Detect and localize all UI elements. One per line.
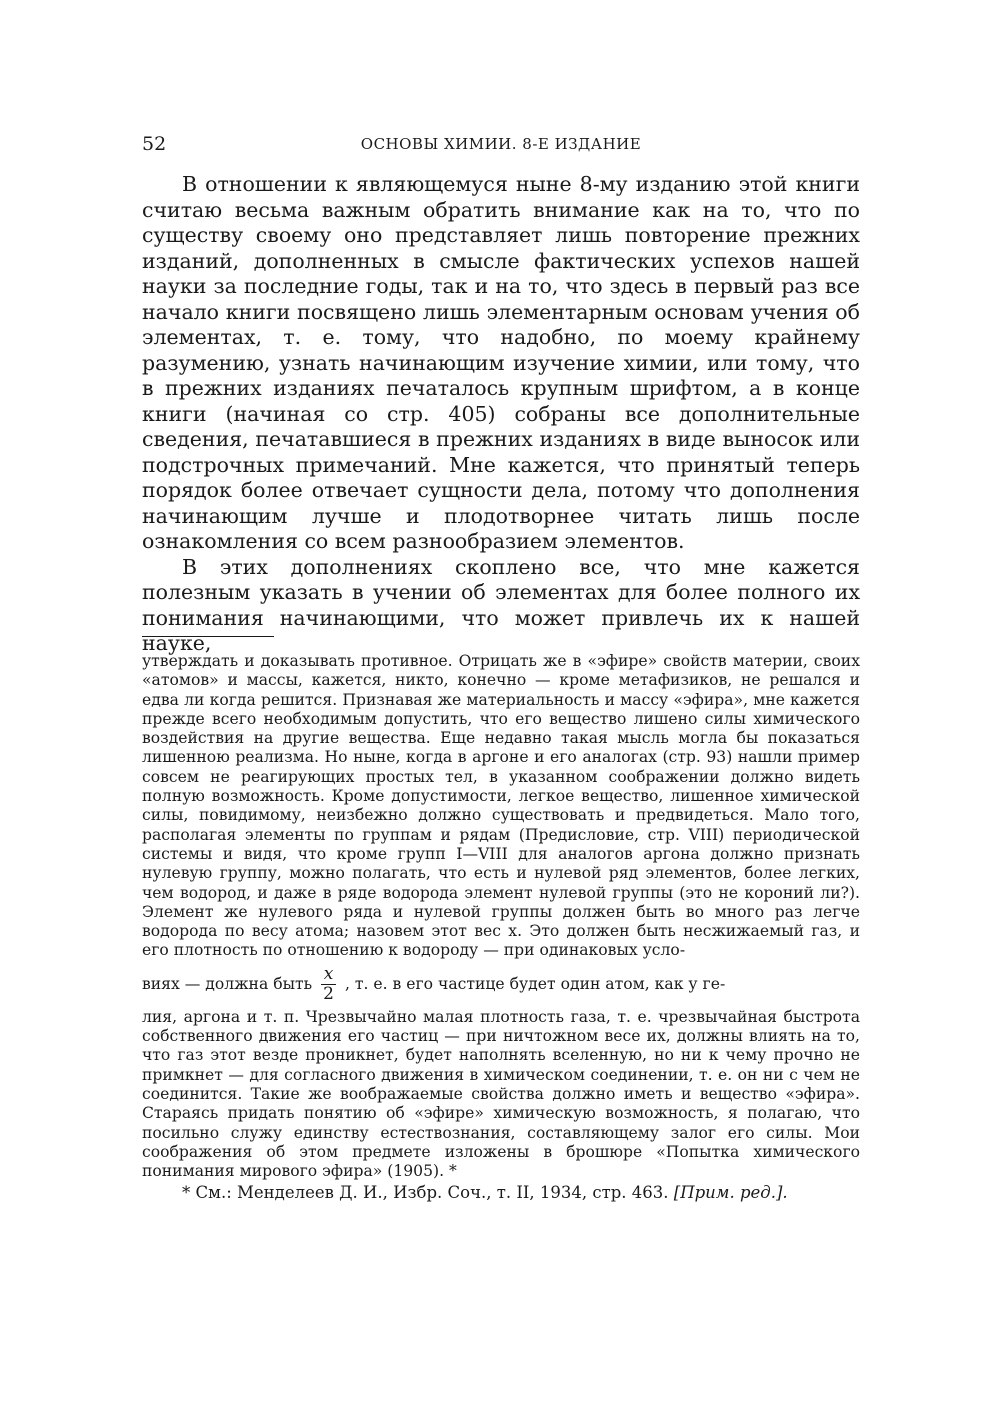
page-number: 52	[142, 133, 167, 155]
editor-note-main: * См.: Менделеев Д. И., Избр. Соч., т. II, 1934, стр. 463.	[182, 1183, 674, 1203]
fraction-x-over-2	[320, 965, 337, 1004]
fraction-numerator: x	[321, 965, 337, 985]
footnote	[142, 652, 860, 1203]
main-paragraph-2: В этих дополнениях скоплено все, что мне кажется полезным указать в учении об элементах для более полного их понимания начинающими, что может привлечь их к нашей науке,	[142, 554, 860, 655]
editor-note-italic: [Прим. ред.].	[673, 1183, 788, 1203]
running-title: ОСНОВЫ ХИМИИ. 8-Е ИЗДАНИЕ	[360, 135, 642, 153]
editor-note	[142, 1183, 860, 1202]
main-text	[142, 172, 860, 657]
formula-prefix: виях — должна быть	[142, 974, 313, 993]
footnote-text-after-formula: лия, аргона и т. п. Чрезвычайно малая плотность газа, т. е. чрезвычайная быстрота собственного движения его частиц — при ничтожном весе их, должны влиять на то, что газ этот везде проникнет, будет наполнять вселенную, но ни к чему прочно не примкнет — для согласного движения в химическом соединении, т. е. он ни с чем не соединится. Такие же воображаемые свойства должно иметь и вещество «эфира». Стараясь придать понятию об «эфире» химическую возможность, я полагаю, что посильно служу единству естествознания, составляющему залог его силы. Мои соображения об этом предмете изложены в брошюре «Попытка химического понимания мирового эфира» (1905). *	[142, 1007, 860, 1181]
footnote-divider	[142, 636, 274, 637]
fraction-denominator: 2	[323, 983, 334, 1004]
formula-line	[142, 965, 860, 1004]
footnote-text-before-formula: утверждать и доказывать противное. Отрицать же в «эфире» свойств материи, своих «атомов» и массы, кажется, никто, конечно — кроме метафизиков, не решался и едва ли когда решится. Признавая же материальность и массу «эфира», мне кажется прежде всего необходимым допустить, что его вещество лишено силы химического воздействия на другие вещества. Еще недавно такая мысль могла бы показаться лишенною реализма. Но ныне, когда в аргоне и его аналогах (стр. 93) нашли пример совсем не реагирующих простых тел, в указанном соображении должно видеть полную возможность. Кроме допустимости, легкое вещество, лишенное химической силы, повидимому, неизбежно должно существовать и предвидеться. Мало того, располагая элементы по группам и рядам (Предисловие, стр. VIII) периодической системы и видя, что кроме групп I—VIII для аналогов аргона должно признать нулевую группу, можно полагать, что есть и нулевой ряд элементов, более легких, чем водород, и даже в ряде водорода элемент нулевой группы (это не короний ли?). Элемент же нулевого ряда и нулевой группы должен быть во много раз легче водорода по весу атома; назовем этот вес x. Это должен быть несжижаемый газ, и его плотность по отношению к водороду — при одинаковых усло-	[142, 652, 860, 960]
page-header	[142, 133, 860, 159]
main-paragraph-1: В отношении к являющемуся ныне 8-му изданию этой книги считаю весьма важным обратить внимание как на то, что по существу своему оно представляет лишь повторение прежних изданий, дополненных в смысле фактических успехов нашей науки за последние годы, так и на то, что здесь в первый раз все начало книги посвящено лишь элементарным основам учения об элементах, т. е. тому, что надобно, по моему крайнему разумению, узнать начинающим изучение химии, или тому, что в прежних изданиях печаталось крупным шрифтом, а в конце книги (начиная со стр. 405) собраны все дополнительные сведения, печатавшиеся в прежних изданиях в виде выносок или подстрочных примечаний. Мне кажется, что принятый теперь порядок более отвечает сущности дела, потому что дополнения начинающим лучше и плодотворнее читать лишь после ознакомления со всем разнообразием элементов.	[142, 172, 860, 553]
formula-suffix: , т. е. в его частице будет один атом, как у ге-	[344, 974, 726, 993]
